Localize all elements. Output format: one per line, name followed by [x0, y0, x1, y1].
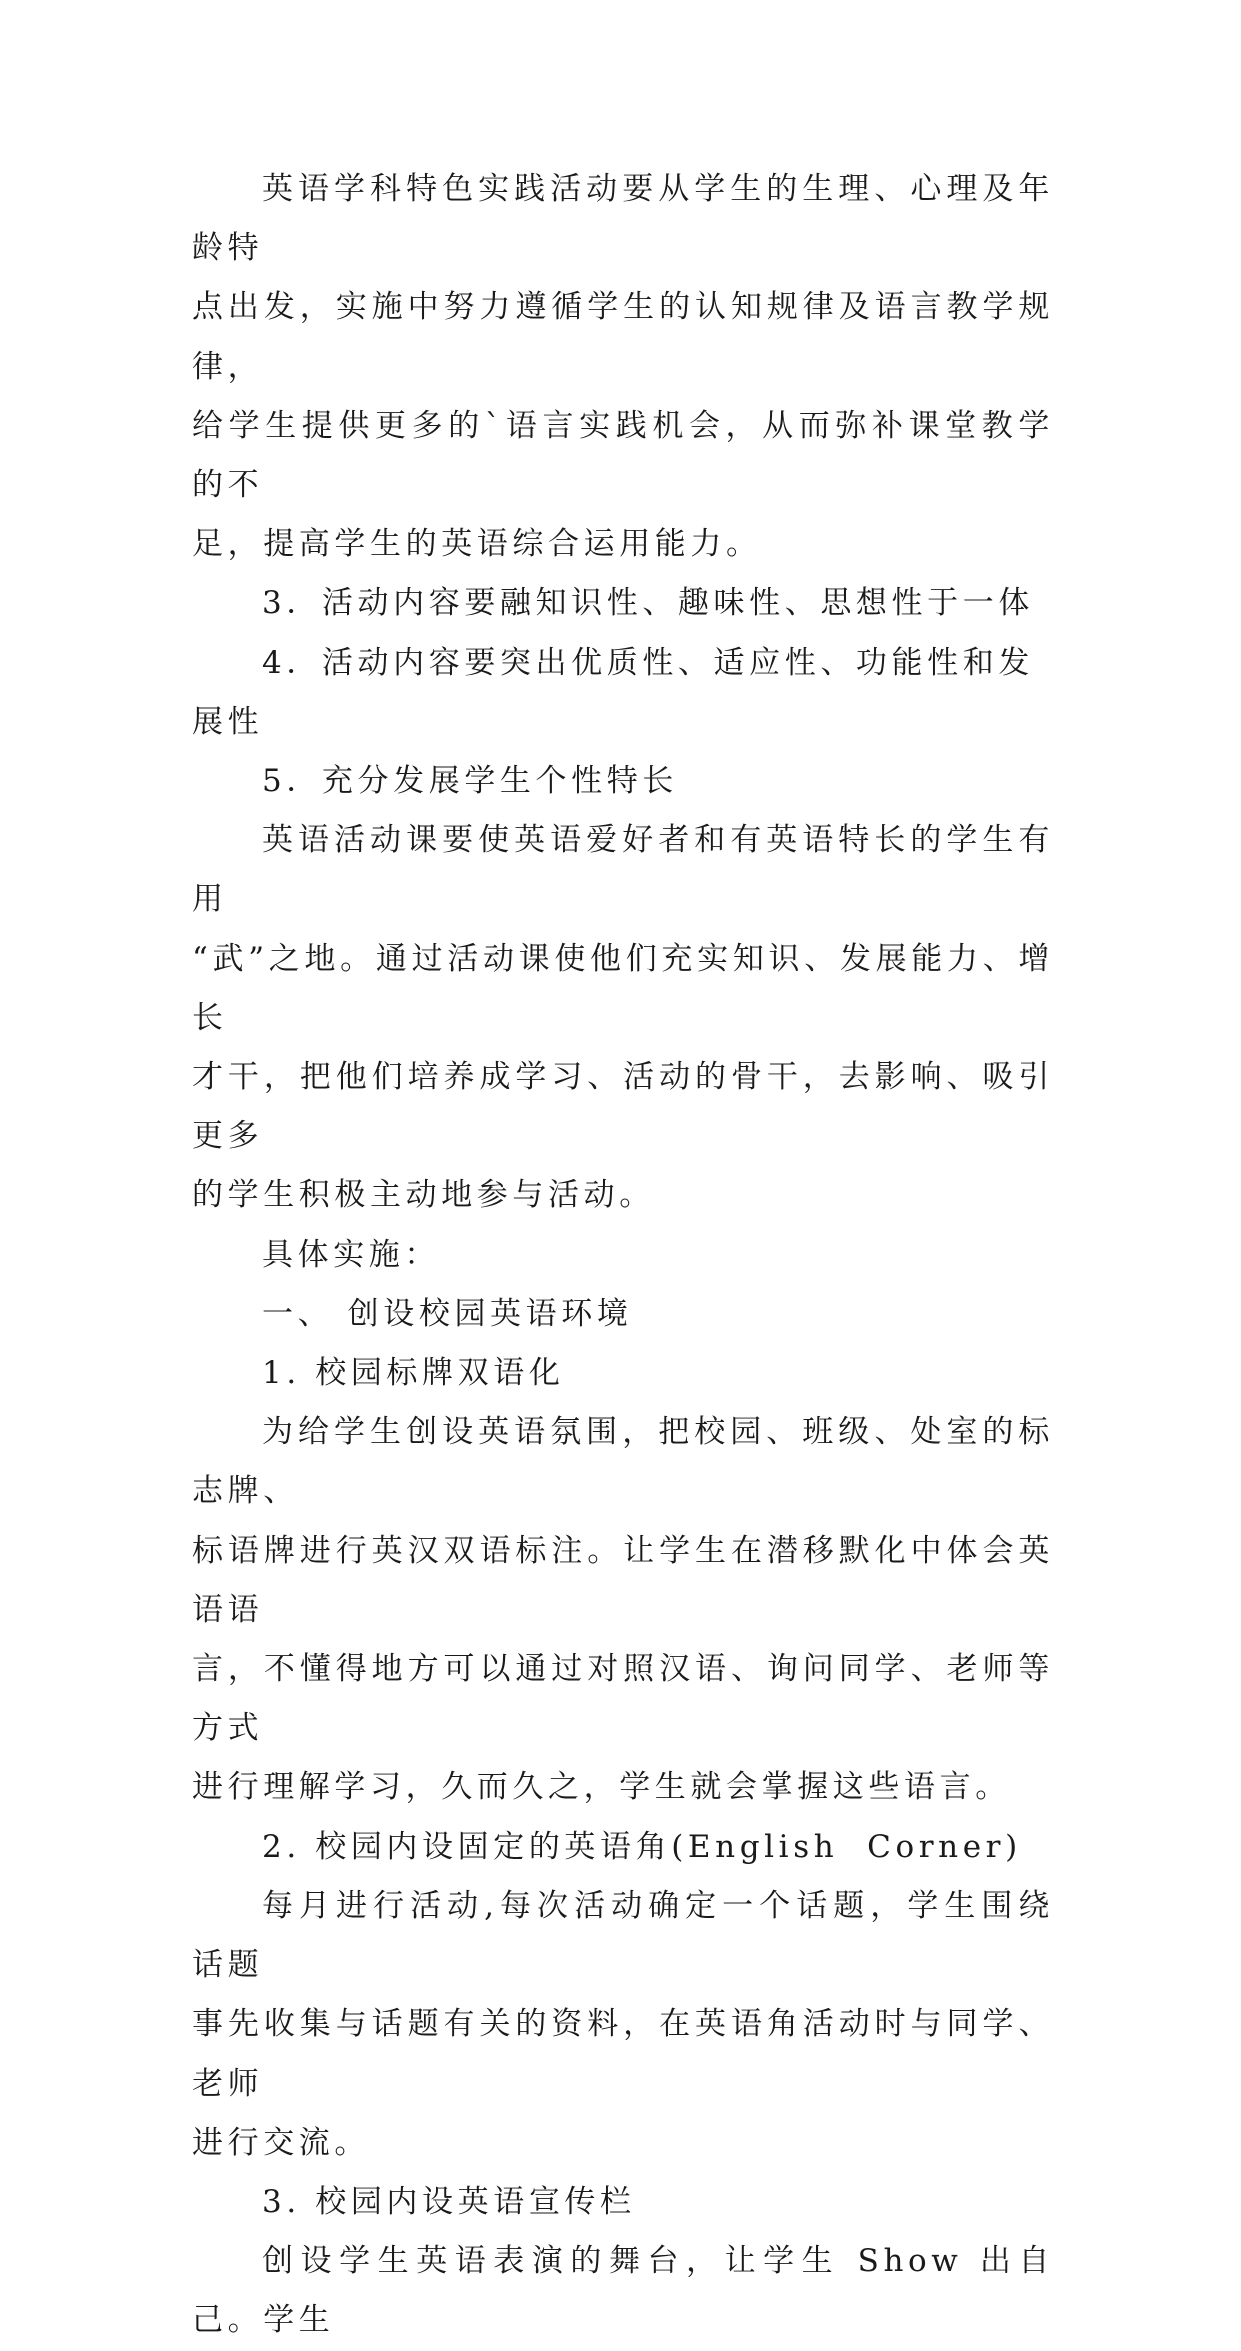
- paragraph-practice-activities: [192, 160, 1054, 574]
- section-1-heading: 一、 创设校园英语环境: [262, 1295, 633, 1332]
- text-line: 创设学生英语表演的舞台，让学生 Show 出自己。学生: [192, 2243, 1054, 2339]
- implementation-heading: 具体实施：: [262, 1236, 440, 1273]
- paragraph-english-corner: [192, 1877, 1054, 2173]
- text-line: 的学生积极主动地参与活动。: [192, 1177, 655, 1214]
- paragraph-bilingual-signs: [192, 1403, 1054, 1817]
- subsection-3-heading: 3. 校园内设英语宣传栏: [262, 2183, 636, 2220]
- text-line: 进行交流。: [192, 2124, 370, 2161]
- text-line: 每月进行活动,每次活动确定一个话题，学生围绕话题: [192, 1887, 1054, 1984]
- item-5-heading: 5．充分发展学生个性特长: [262, 763, 678, 800]
- item-4-heading: 4．活动内容要突出优质性、适应性、功能性和发展性: [192, 644, 1034, 740]
- text-line: 为给学生创设英语氛围，把校园、班级、处室的标志牌、: [192, 1414, 1054, 1510]
- subsection-1-heading: 1. 校园标牌双语化: [262, 1355, 565, 1392]
- text-line: “武”之地。通过活动课使他们充实知识、发展能力、增长: [192, 940, 1054, 1036]
- text-line: 英语活动课要使英语爱好者和有英语特长的学生有用: [192, 822, 1054, 918]
- text-line: 进行理解学习，久而久之，学生就会掌握这些语言。: [192, 1769, 1011, 1806]
- text-line: 言，不懂得地方可以通过对照汉语、询问同学、老师等方式: [192, 1651, 1054, 1747]
- document-page: [192, 160, 1054, 2351]
- subsection-2-heading: 2. 校园内设固定的英语角(English Corner): [262, 1828, 1022, 1865]
- text-line: 英语学科特色实践活动要从学生的生理、心理及年龄特: [192, 171, 1054, 267]
- text-line: 足，提高学生的英语综合运用能力。: [192, 526, 762, 563]
- text-line: 点出发，实施中努力遵循学生的认知规律及语言教学规律，: [192, 289, 1054, 385]
- text-line: 标语牌进行英汉双语标注。让学生在潜移默化中体会英语语: [192, 1532, 1054, 1628]
- paragraph-activity-class: [192, 811, 1054, 1225]
- text-line: 事先收集与话题有关的资料，在英语角活动时与同学、老师: [192, 2006, 1054, 2102]
- item-3-heading: 3．活动内容要融知识性、趣味性、思想性于一体: [262, 585, 1034, 622]
- text-line: 才干，把他们培养成学习、活动的骨干，去影响、吸引更多: [192, 1059, 1054, 1155]
- text-line: 给学生提供更多的`语言实践机会，从而弥补课堂教学的不: [192, 407, 1054, 504]
- paragraph-english-board: [192, 2232, 1054, 2350]
